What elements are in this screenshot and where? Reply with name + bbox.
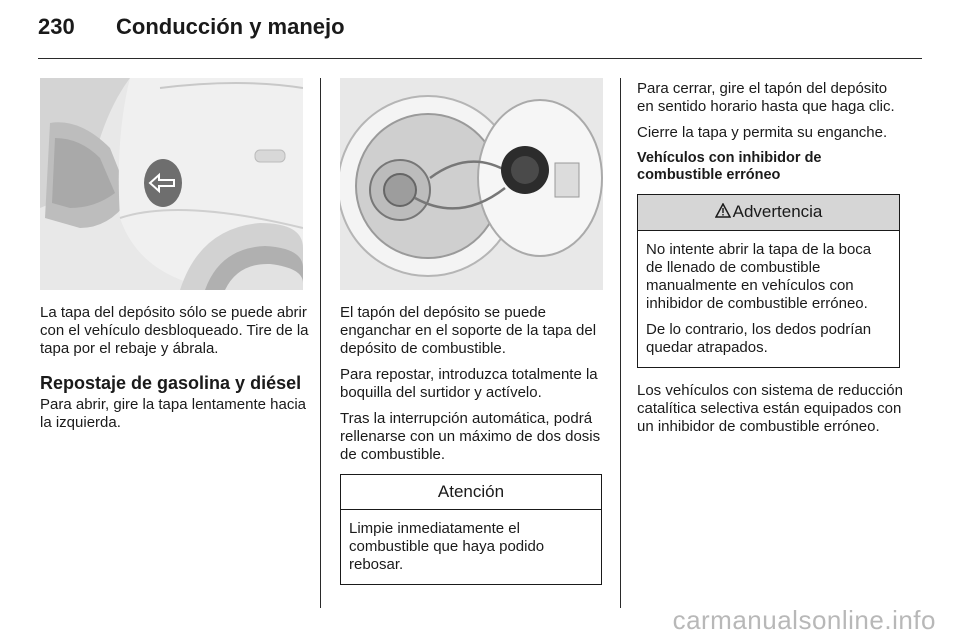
warning-text: De lo contrario, los dedos podrían quedar atrapados. bbox=[646, 321, 872, 356]
warning-box bbox=[637, 194, 900, 368]
paragraph: Para abrir, gire la tapa lentamente hacia la izquierda. bbox=[40, 396, 306, 431]
fuel-door-illustration bbox=[40, 78, 303, 290]
paragraph: Para cerrar, gire el tapón del depósito en sentido horario hasta que haga clic. bbox=[637, 80, 895, 115]
section-title: Repostaje de gasolina y diésel bbox=[40, 373, 302, 393]
page-title: Conducción y manejo bbox=[116, 14, 345, 39]
watermark: carmanualsonline.info bbox=[672, 605, 936, 635]
fuel-cap-illustration bbox=[340, 78, 603, 290]
notice-title: Atención bbox=[341, 475, 601, 510]
paragraph: El tapón del depósito se puede enganchar en el soporte de la tapa del depósito de combustible. bbox=[340, 304, 597, 357]
paragraph: Cierre la tapa y permita su enganche. bbox=[637, 124, 888, 141]
column-3 bbox=[637, 80, 907, 444]
header-rule bbox=[38, 58, 922, 59]
notice-box bbox=[340, 474, 602, 585]
paragraph: Para repostar, introduzca totalmente la boquilla del surtidor y actívelo. bbox=[340, 366, 598, 401]
arrow-left-icon bbox=[143, 158, 183, 208]
notice-text: Limpie inmediatamente el combustible que haya podido rebosar. bbox=[349, 520, 545, 573]
warning-title: Advertencia bbox=[732, 202, 823, 221]
column-2 bbox=[340, 304, 608, 585]
warning-header bbox=[638, 195, 899, 231]
page-number: 230 bbox=[38, 14, 75, 39]
subsection-title: Vehículos con inhibidor de combustible erróneo bbox=[637, 150, 822, 183]
column-divider-1 bbox=[320, 78, 321, 608]
warning-text: No intente abrir la tapa de la boca de llenado de combustible manualmente en vehículos con inhibidor de combustible erróneo. bbox=[646, 241, 872, 312]
paragraph: Tras la interrupción automática, podrá rellenarse con un máximo de dos dosis de combustible. bbox=[340, 410, 601, 463]
page-header bbox=[38, 14, 345, 40]
paragraph: Los vehículos con sistema de reducción catalítica selectiva están equipados con un inhibidor de combustible erróneo. bbox=[637, 382, 903, 435]
warning-triangle-icon bbox=[715, 203, 731, 222]
column-1 bbox=[40, 304, 312, 440]
paragraph: La tapa del depósito sólo se puede abrir con el vehículo desbloqueado. Tire de la tapa por el rebaje y ábrala. bbox=[40, 304, 309, 357]
column-divider-2 bbox=[620, 78, 621, 608]
